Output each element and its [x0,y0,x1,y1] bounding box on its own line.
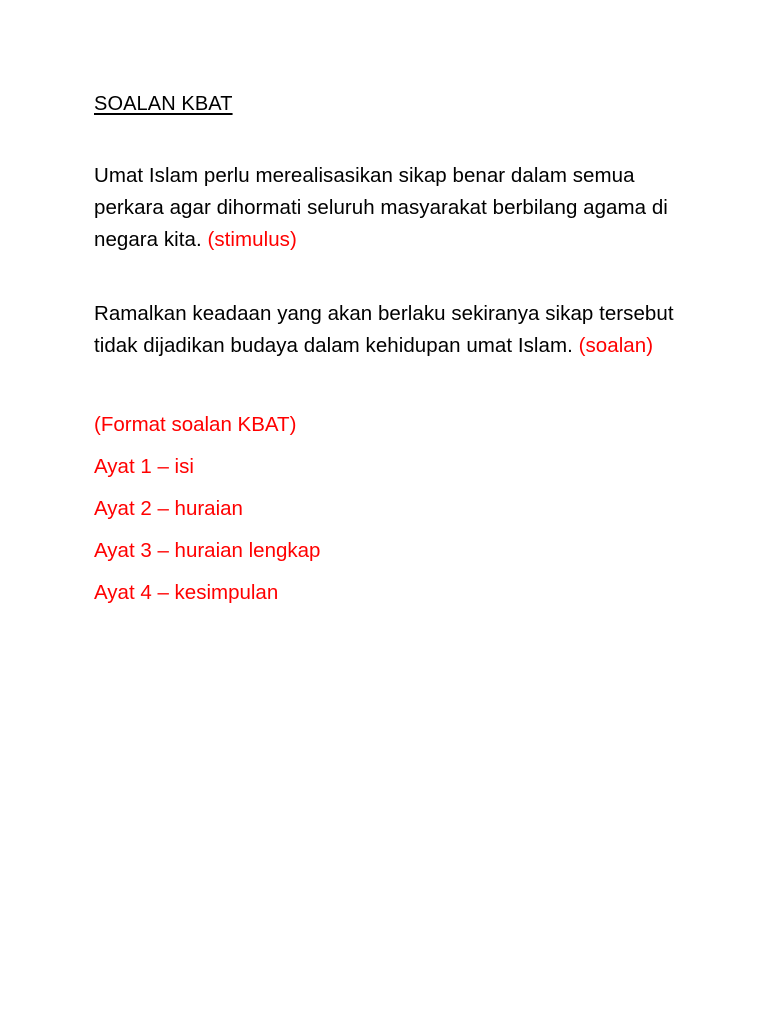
stimulus-tag: (stimulus) [207,228,297,251]
document-title: SOALAN KBAT [94,93,233,115]
question-tag: (soalan) [578,334,654,357]
format-list [94,404,694,614]
question-text: Ramalkan keadaan yang akan berlaku sekiranya sikap tersebut tidak dijadikan budaya dalam kehidupan umat Islam. [94,302,674,357]
format-item-3: Ayat 3 – huraian lengkap [94,539,321,562]
document-page [94,88,694,614]
format-item-1: Ayat 1 – isi [94,455,194,478]
format-item-4: Ayat 4 – kesimpulan [94,581,279,604]
stimulus-text: Umat Islam perlu merealisasikan sikap benar dalam semua perkara agar dihormati seluruh masyarakat berbilang agama di negara kita. [94,164,668,251]
question-paragraph [94,298,694,362]
stimulus-paragraph [94,160,694,256]
format-heading: (Format soalan KBAT) [94,413,297,436]
format-item-2: Ayat 2 – huraian [94,497,243,520]
